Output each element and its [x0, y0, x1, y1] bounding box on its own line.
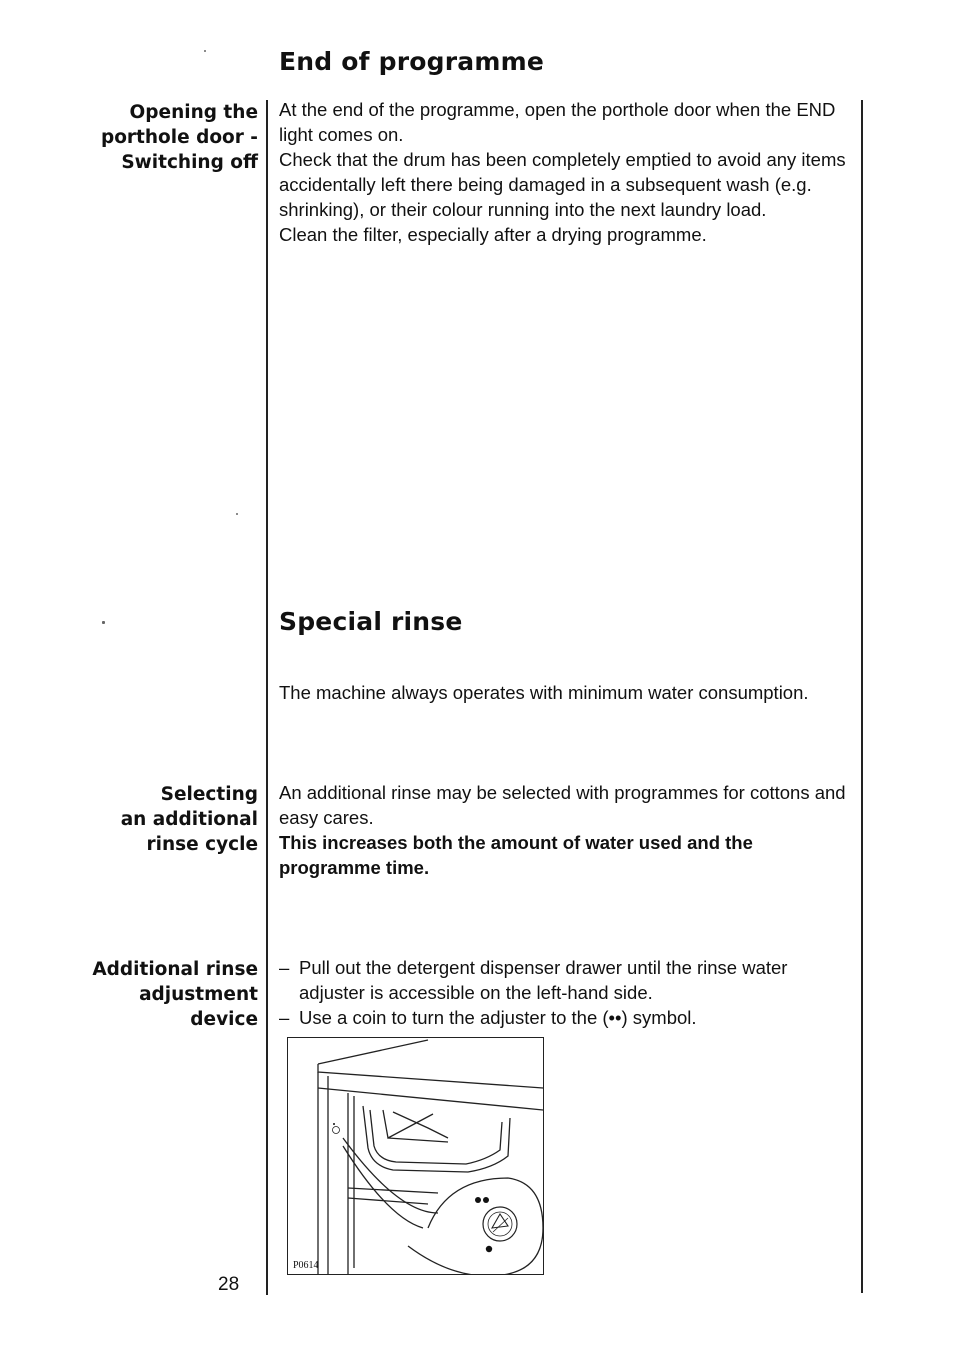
warning-text: This increases both the amount of water used and the programme time.: [279, 832, 753, 878]
paragraph: Check that the drum has been completely emptied to avoid any items accidentally left there being damaged in a subsequent wash (e.g. shrinking), or their colour running into the next laundry load.: [279, 149, 846, 220]
right-column-rule: [861, 100, 863, 1293]
left-column-rule: [266, 100, 268, 1295]
special-rinse-intro: [279, 680, 854, 705]
side-label-line: Switching off: [121, 152, 258, 173]
section-title-end-of-programme: End of programme: [279, 47, 544, 76]
page-number: 28: [218, 1274, 240, 1295]
figure-label: P0614: [293, 1260, 319, 1271]
list-item: – Pull out the detergent dispenser drawer until the rinse water adjuster is accessible on the left-hand side.: [279, 955, 854, 1005]
side-label-line: device: [190, 1009, 258, 1030]
side-label-opening-porthole: [101, 100, 258, 175]
paragraph: The machine always operates with minimum water consumption.: [279, 682, 809, 703]
paragraph: At the end of the programme, open the porthole door when the END light comes on.: [279, 99, 836, 145]
scan-speck: [236, 513, 238, 515]
rinse-adjuster-figure: [287, 1037, 544, 1275]
end-of-programme-text: [279, 97, 854, 247]
side-label-selecting-rinse: [121, 782, 258, 857]
selecting-rinse-text: [279, 780, 854, 880]
scan-speck: [204, 50, 206, 52]
side-label-line: an additional: [120, 809, 258, 830]
paragraph: Clean the filter, especially after a drying programme.: [279, 224, 707, 245]
list-item: – Use a coin to turn the adjuster to the (••) symbol.: [279, 1005, 854, 1030]
side-label-line: Additional rinse: [92, 959, 258, 980]
side-label-adjustment-device: [92, 957, 258, 1032]
rinse-adjuster-drawing-icon: [288, 1038, 544, 1275]
side-label-line: adjustment: [139, 984, 258, 1005]
adjustment-steps: [279, 955, 854, 1030]
paragraph: An additional rinse may be selected with programmes for cottons and easy cares.: [279, 782, 846, 828]
section-title-special-rinse: Special rinse: [279, 607, 463, 636]
side-label-line: Opening the: [129, 102, 258, 123]
scan-speck: [102, 621, 105, 624]
side-label-line: porthole door -: [100, 127, 258, 148]
side-label-line: Selecting: [160, 784, 258, 805]
side-label-line: rinse cycle: [146, 834, 258, 855]
